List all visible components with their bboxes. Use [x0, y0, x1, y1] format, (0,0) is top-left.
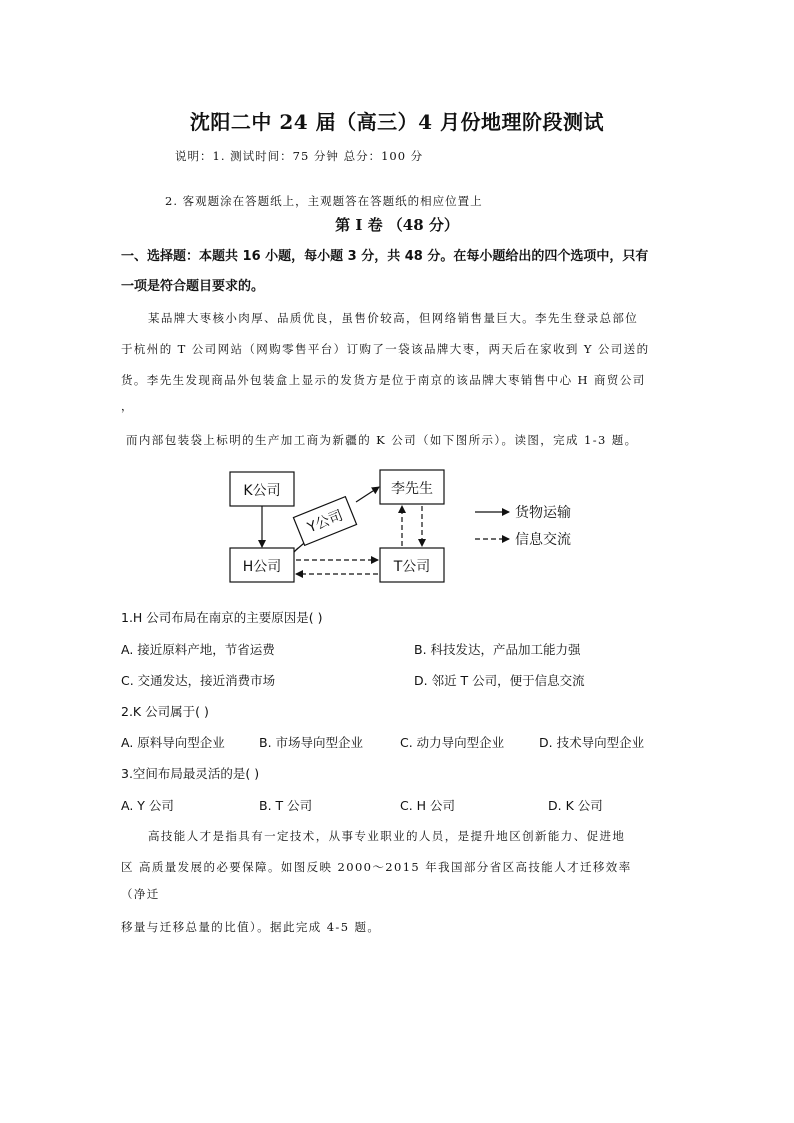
- section-title: 第 I 卷 （48 分）: [335, 216, 459, 234]
- k-company-box: [230, 472, 294, 506]
- question-2-option-b: B. 市场导向型企业: [259, 735, 364, 750]
- question-3-option-a: A. Y 公司: [121, 798, 174, 813]
- y-company-label: Y公司: [305, 507, 346, 537]
- li-label: 李先生: [391, 481, 433, 497]
- note-line-2: 2. 客观题涂在答题纸上，主观题答在答题纸的相应位置上: [165, 194, 483, 208]
- t-company-box: [380, 548, 444, 582]
- passage1-line-1: 某品牌大枣核小肉厚、品质优良，虽售价较高，但网络销售量巨大。李先生登录总部位: [148, 311, 639, 325]
- question-1-option-c: C. 交通发达，接近消费市场: [121, 673, 276, 688]
- instructions-line-2: 一项是符合题目要求的。: [121, 279, 265, 294]
- question-3-option-d: D. K 公司: [548, 798, 603, 813]
- passage2-line-2: 区 高质量发展的必要保障。如图反映 2000～2015 年我国部分省区高技能人才迁移效率: [121, 860, 632, 874]
- h-company-box: [230, 548, 294, 582]
- passage1-line-5: 而内部包装袋上标明的生产加工商为新疆的 K 公司（如下图所示）。读图，完成 1-3 题。: [126, 433, 638, 447]
- question-2-option-c: C. 动力导向型企业: [400, 735, 505, 750]
- passage2-line-1: 高技能人才是指具有一定技术，从事专业职业的人员，是提升地区创新能力、促进地: [148, 829, 626, 843]
- note-line-1: 说明：1. 测试时间：75 分钟 总分：100 分: [175, 149, 424, 163]
- question-2-stem: 2.K 公司属于( ): [121, 704, 209, 719]
- question-1-option-a: A. 接近原料产地，节省运费: [121, 642, 275, 657]
- question-2-option-d: D. 技术导向型企业: [539, 735, 645, 750]
- passage2-line-3: （净迁: [121, 887, 160, 901]
- passage1-line-3: 货。李先生发现商品外包装盒上显示的发货方是位于南京的该品牌大枣销售中心 H 商贸公司: [121, 373, 646, 387]
- passage2-line-4: 移量与迁移总量的比值）。据此完成 4-5 题。: [121, 920, 381, 934]
- legend: [475, 504, 571, 548]
- question-1-stem: 1.H 公司布局在南京的主要原因是( ): [121, 610, 323, 625]
- page-title: 沈阳二中 24 届（高三）4 月份地理阶段测试: [189, 110, 605, 134]
- question-3-option-b: B. T 公司: [259, 798, 313, 813]
- y-company-box: [293, 497, 356, 546]
- question-1-option-d: D. 邻近 T 公司，便于信息交流: [414, 673, 585, 688]
- question-2-option-a: A. 原料导向型企业: [121, 735, 225, 750]
- question-1-option-b: B. 科技发达，产品加工能力强: [414, 642, 581, 657]
- h-company-label: H公司: [242, 559, 282, 575]
- instructions-line-1: 一、选择题：本题共 16 小题，每小题 3 分，共 48 分。在每小题给出的四个选项中，只有: [121, 249, 649, 264]
- legend-goods-label: 货物运输: [515, 505, 571, 521]
- li-box: [380, 470, 444, 504]
- company-flow-diagram: [222, 462, 602, 586]
- passage1-line-2: 于杭州的 T 公司网站（网购零售平台）订购了一袋该品牌大枣，两天后在家收到 Y 公司送的: [121, 342, 650, 356]
- k-company-label: K公司: [243, 483, 281, 499]
- arrow-y-to-li: [356, 487, 379, 502]
- t-company-label: T公司: [393, 559, 431, 575]
- question-3-option-c: C. H 公司: [400, 798, 456, 813]
- legend-info-label: 信息交流: [515, 532, 571, 548]
- question-3-stem: 3.空间布局最灵活的是( ): [121, 766, 260, 781]
- passage1-line-4: ，: [121, 399, 134, 413]
